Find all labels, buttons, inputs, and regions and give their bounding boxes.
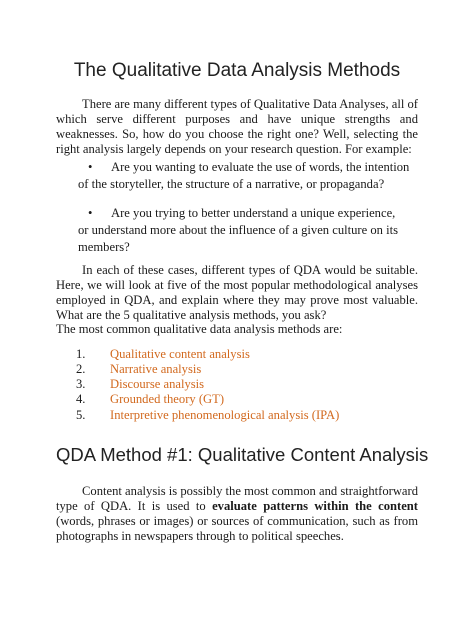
bullet-first-line: Are you wanting to evaluate the use of words, the intention bbox=[111, 160, 410, 174]
bullet-symbol: • bbox=[88, 206, 93, 220]
method-item-4 bbox=[76, 392, 224, 407]
method-label: Discourse analysis bbox=[110, 377, 205, 391]
method-item-3 bbox=[76, 377, 204, 392]
method-item-2 bbox=[76, 362, 201, 377]
method-number: 5. bbox=[76, 408, 86, 422]
method-item-1 bbox=[76, 347, 250, 362]
bullet-rest: of the storyteller, the structure of a narrative, or propaganda? bbox=[78, 177, 385, 191]
intro-paragraph: There are many different types of Qualitative Data Analyses, all of which serve different purposes and have unique strengths and weaknesses. So, how do you choose the right one? Well, selecting the right analysis largely depends on your research question. For example: bbox=[56, 97, 418, 156]
method-number: 3. bbox=[76, 377, 86, 391]
section1-emphasis: evaluate patterns within the content bbox=[212, 499, 418, 513]
method-label: Narrative analysis bbox=[110, 362, 202, 376]
bullet-rest: or understand more about the influence of a given culture on its members? bbox=[78, 223, 398, 254]
page-title: The Qualitative Data Analysis Methods bbox=[73, 60, 401, 81]
method-number: 2. bbox=[76, 362, 86, 376]
cases-paragraph: In each of these cases, different types of QDA would be suitable. Here, we will look at five of the most popular methodological analyses employed in QDA, and explain where they may prove most valuable. What are the 5 qualitative analysis methods, you ask? bbox=[56, 263, 418, 322]
bullet-item-2 bbox=[78, 205, 418, 256]
section1-text-start: Content analysis is possibly the most common and straightforward type of QDA. It is used to bbox=[56, 484, 418, 513]
method-label: Interpretive phenomenological analysis (IPA) bbox=[110, 408, 340, 422]
section1-text-end: (words, phrases or images) or sources of communication, such as from photographs in newspapers through to political speeches. bbox=[56, 514, 418, 543]
method-item-5 bbox=[76, 408, 339, 423]
section1-paragraph bbox=[56, 484, 418, 544]
method-label: Grounded theory (GT) bbox=[110, 392, 225, 406]
bullet-first-line: Are you trying to better understand a unique experience, bbox=[111, 206, 396, 220]
method-number: 4. bbox=[76, 392, 86, 406]
method-label: Qualitative content analysis bbox=[110, 347, 250, 361]
method-number: 1. bbox=[76, 347, 86, 361]
methods-intro: The most common qualitative data analysis methods are: bbox=[56, 322, 343, 336]
bullet-item-1 bbox=[78, 159, 418, 193]
section-heading: QDA Method #1: Qualitative Content Analysis bbox=[56, 444, 429, 465]
bullet-symbol: • bbox=[88, 160, 93, 174]
